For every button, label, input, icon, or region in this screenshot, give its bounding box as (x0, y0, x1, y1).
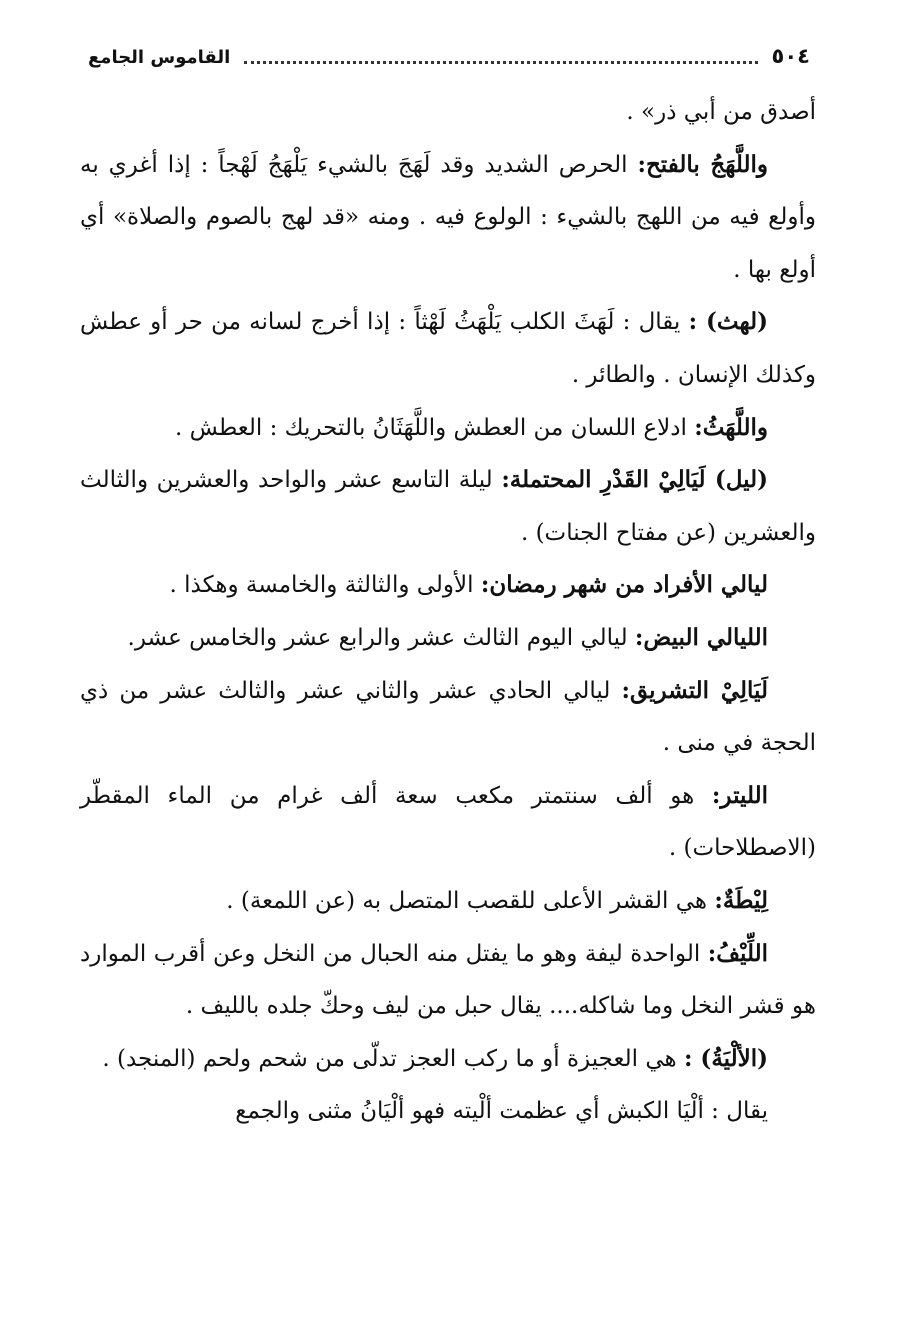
entry-text: أصدق من أبي ذر» . (626, 99, 816, 125)
entry-paragraph (80, 402, 816, 455)
entry-paragraph (80, 86, 816, 139)
entry-paragraph (80, 875, 816, 928)
entry-paragraph (80, 770, 816, 875)
entry-term: لِيْطَةٌ: (714, 886, 768, 914)
entry-text: ليالي الحادي عشر والثاني عشر والثالث عشر من ذي الحجة في منى . (80, 677, 816, 757)
entry-paragraph (80, 1033, 816, 1086)
entry-text: الأولى والثالثة والخامسة وهكذا . (169, 572, 481, 599)
entry-term: لَيَالِيْ التشريق: (621, 676, 769, 704)
entry-paragraph (80, 665, 816, 770)
entry-text: يقال : ألْيَا الكبش أي عظمت ألْيته فهو ألْيَانُ مثنى والجمع (235, 1098, 768, 1125)
entry-text: ليالي اليوم الثالث عشر والرابع عشر والخامس عشر. (127, 624, 635, 651)
entry-text: ادلاع اللسان من العطش واللَّهَثَانُ بالتحريك : العطش . (175, 414, 695, 441)
entry-term: واللَّهَجُ بالفتح: (637, 150, 768, 178)
running-title: القاموس الجامع (88, 47, 231, 68)
entry-term: واللَّهَثُ: (694, 413, 768, 441)
entry-text: الحرص الشديد وقد لَهَجَ بالشيء يَلْهَجُ لَهْجاً : إذا أغري به وأولع فيه من اللهج بالشيء : الولوع فيه . ومنه «قد لهج بالصوم والصلاة» أي أولع بها . (80, 151, 816, 283)
entry-paragraph (80, 139, 816, 297)
entry-term: الليتر: (711, 781, 768, 809)
entry-paragraph (80, 612, 816, 665)
entry-paragraph (80, 1085, 816, 1138)
entry-term: ليالي الأفراد من شهر رمضان: (480, 571, 768, 599)
entry-term: (لهث) : (688, 308, 768, 336)
entry-text: الواحدة ليفة وهو ما يفتل منه الحبال من النخل وعن أقرب الموارد هو قشر النخل وما شاكله.... يقال حبل من ليف وحكّ جلده بالليف . (80, 940, 816, 1020)
entry-paragraph (80, 296, 816, 401)
entry-text: هي العجيزة أو ما ركب العجز تدلّى من شحم ولحم (المنجد) . (102, 1045, 684, 1072)
entry-text: هو ألف سنتمتر مكعب سعة ألف غرام من الماء المقطّر (الاصطلاحات) . (80, 782, 816, 862)
page-header (88, 28, 810, 68)
entry-paragraph (80, 559, 816, 612)
entry-term: اللِّيْفُ: (707, 939, 768, 967)
entry-term: الليالي البيض: (634, 623, 768, 651)
entry-text: يقال : لَهَثَ الكلب يَلْهَثُ لَهْثاً : إذا أخرج لسانه من حر أو عطش وكذلك الإنسان . والطائر . (80, 309, 816, 388)
entry-text: هي القشر الأعلى للقصب المتصل به (عن اللمعة) . (226, 887, 715, 914)
entry-term: (الألْيَةُ) : (683, 1044, 768, 1072)
page-number: ٥٠٤ (771, 44, 810, 68)
entry-term: (ليل) لَيَالِيْ القَدْرِ المحتملة: (501, 466, 768, 494)
entry-paragraph (80, 928, 816, 1033)
entry-paragraph (80, 454, 816, 559)
dictionary-body (80, 86, 816, 1138)
entry-text: ليلة التاسع عشر والواحد والعشرين والثالث والعشرين (عن مفتاح الجنات) . (80, 467, 816, 546)
leader-dots (244, 60, 757, 64)
